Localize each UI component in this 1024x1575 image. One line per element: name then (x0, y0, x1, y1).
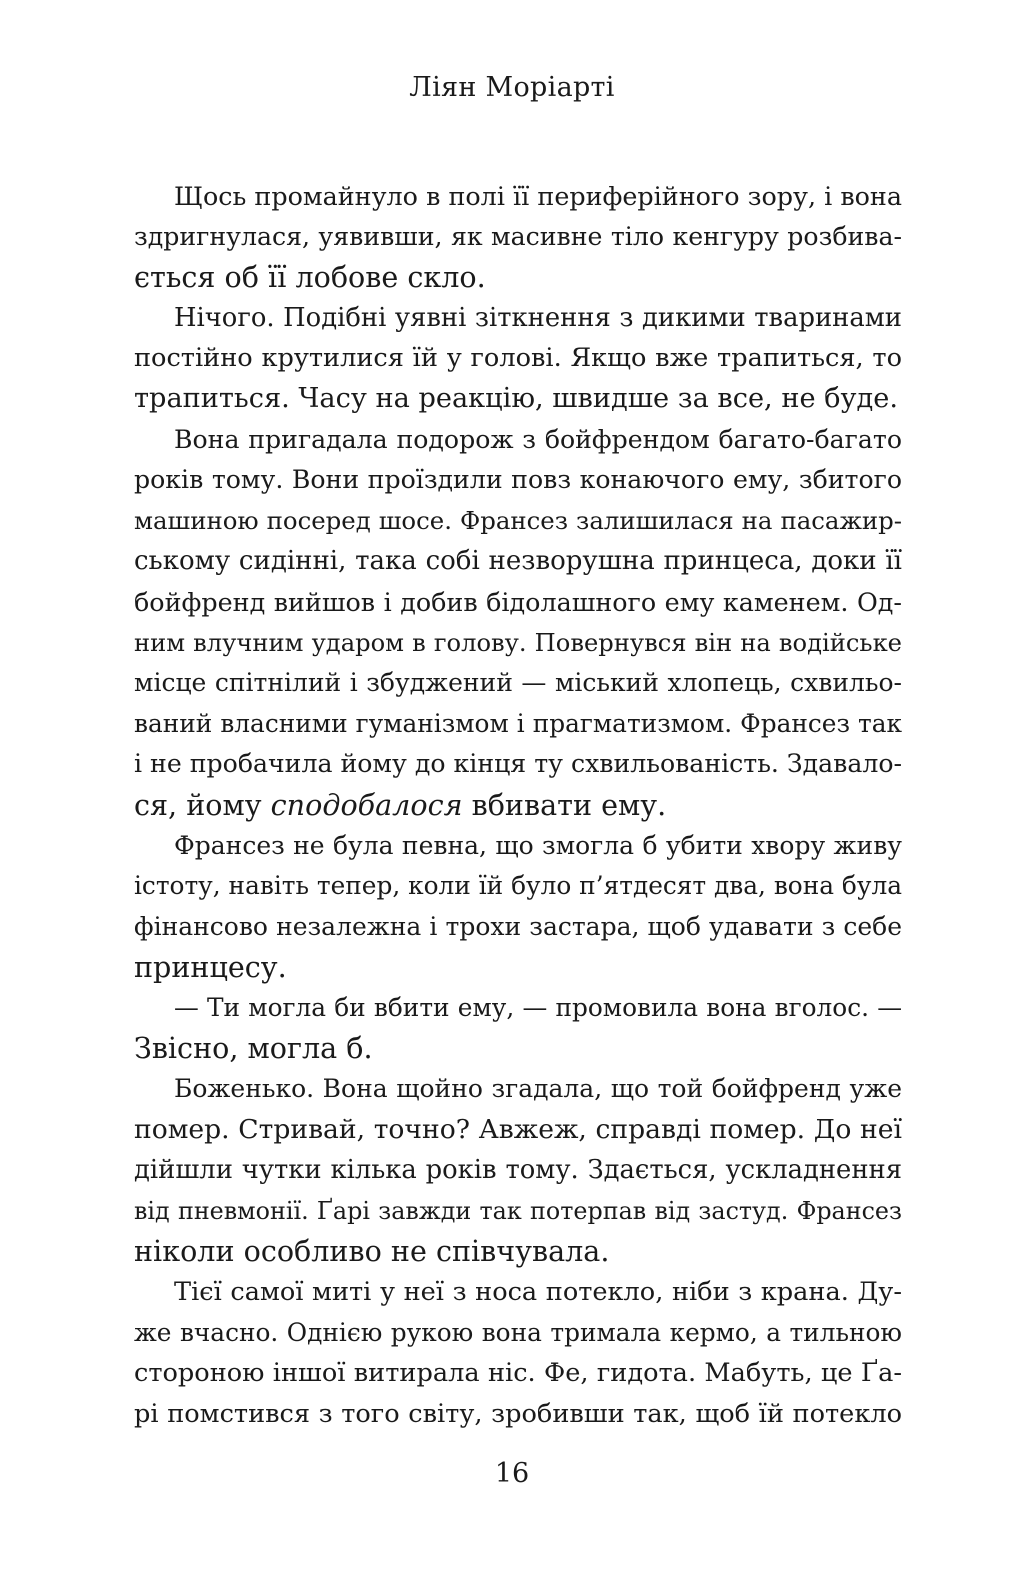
text-line: дійшли чутки кілька років тому. Здається, ускладнення (134, 1155, 902, 1186)
text-line: ється об її лобове скло. (134, 260, 486, 295)
text-line: принцесу. (134, 950, 287, 985)
text-line-with-emphasis (134, 785, 902, 826)
text-line: ваний власними гуманізмом і прагматизмом. Франсез так (134, 708, 902, 738)
text-line: трапиться. Часу на реакцію, швидше за все, не буде. (134, 382, 899, 414)
text-line: фінансово незалежна і трохи застара, щоб удавати з себе (134, 911, 902, 941)
text-line: ним влучним ударом в голову. Повернувся він на водійське (134, 628, 902, 657)
emphasized-word: сподобалося (270, 787, 463, 822)
text-line: Щось промайнуло в полі її периферійного зору, і вона (174, 181, 902, 211)
text-line: Франсез не була певна, що змогла б убити хвору живу (174, 830, 902, 860)
text-line: помер. Стривай, точно? Авжеж, справді помер. До неї (134, 1113, 902, 1145)
page-number: 16 (494, 1458, 530, 1489)
text-line: Боженько. Вона щойно згадала, що той бойфренд уже (174, 1074, 902, 1104)
text-line: Звісно, могла б. (134, 1031, 373, 1066)
text-line: рі помстився з того світу, зробивши так, щоб їй потекло (134, 1398, 902, 1429)
text-line: бойфренд вийшов і добив бідолашного ему каменем. Од- (134, 586, 902, 617)
text-line: місце спітнілий і збуджений — міський хлопець, схвильо- (134, 668, 902, 698)
running-head-author: Ліян Моріарті (409, 72, 615, 103)
text-line: же вчасно. Однією рукою вона тримала кермо, а тильною (134, 1317, 902, 1347)
text-line: Тієї самої миті у неї з носа потекло, ніби з крана. Ду- (174, 1277, 902, 1308)
text-line: від пневмонії. Ґарі завжди так потерпав від застуд. Франсез (134, 1196, 902, 1225)
body-text (134, 176, 902, 1434)
text-line: постійно крутилися їй у голові. Якщо вже трапиться, то (134, 343, 902, 374)
text-line: машиною посеред шосе. Франсез залишилася на пасажир- (134, 505, 902, 535)
text-line: і не пробачила йому до кінця ту схвильованість. Здавало- (134, 749, 903, 779)
text-line: стороною іншої витирала ніс. Фе, гидота. Мабуть, це Ґа- (134, 1358, 902, 1389)
text-line: здригнулася, уявивши, як масивне тіло кенгуру розбива- (134, 221, 902, 251)
text-line: ніколи особливо не співчувала. (134, 1234, 610, 1269)
text-line: Вона пригадала подорож з бойфрендом багато-багато (174, 424, 902, 454)
text-line: істоту, навіть тепер, коли їй було п’ятдесят два, вона була (134, 871, 902, 901)
text-run: вбивати ему. (462, 787, 667, 822)
text-line: ському сидінні, така собі незворушна принцеса, доки її (134, 546, 902, 577)
text-line: — Ти могла би вбити ему, — промовила вона вголос. — (174, 992, 902, 1022)
text-line: років тому. Вони проїздили повз конаючого ему, збитого (134, 465, 902, 495)
text-run: ся, йому (134, 787, 271, 822)
text-line: Нічого. Подібні уявні зіткнення з дикими тваринами (174, 302, 902, 333)
